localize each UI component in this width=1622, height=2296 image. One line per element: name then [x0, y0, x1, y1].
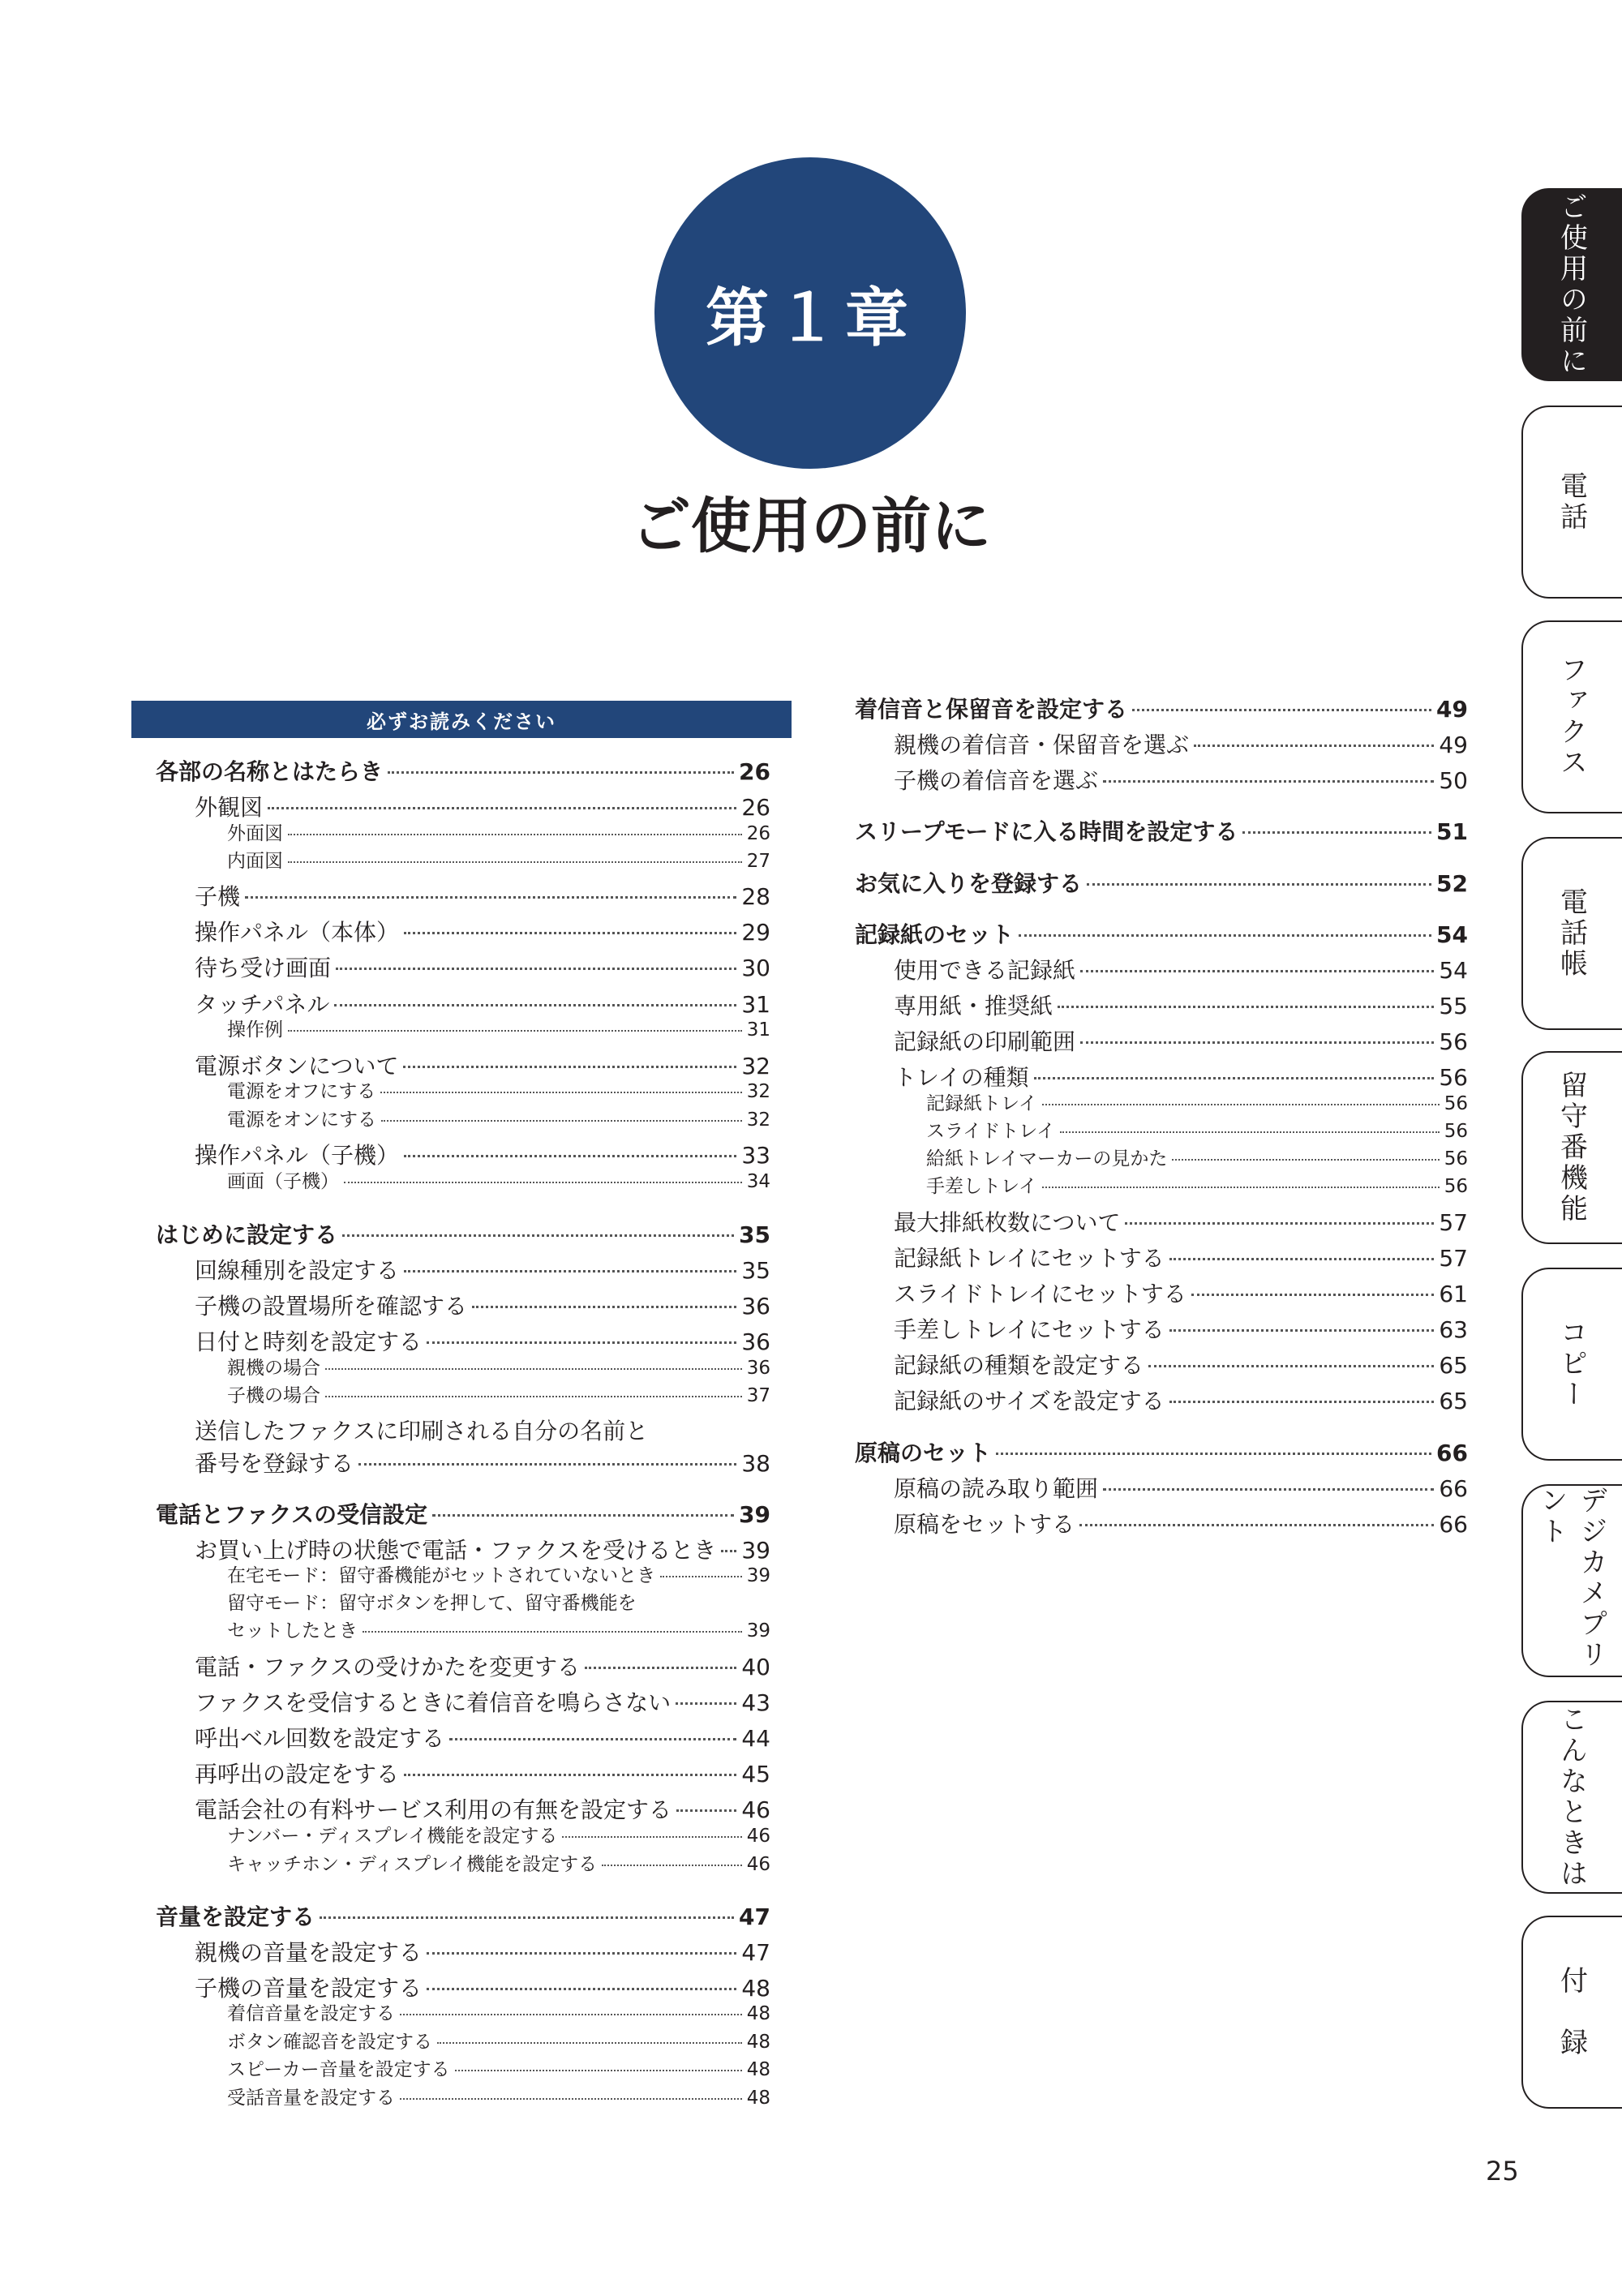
toc-entry-label: スピーカー音量を設定する: [227, 2059, 450, 2080]
toc-entry-label: 親機の着信音・保留音を選ぶ: [894, 732, 1190, 758]
dot-leader: [268, 807, 736, 809]
toc-entry-page: 47: [741, 1939, 770, 1966]
dot-leader: [1042, 1187, 1440, 1188]
toc-entry-label: 記録紙トレイ: [926, 1093, 1037, 1114]
toc-entry-label: 手差しトレイ: [926, 1176, 1037, 1197]
dot-leader: [388, 771, 734, 774]
toc-entry-label: 記録紙の種類を設定する: [894, 1352, 1144, 1379]
toc-entry: [227, 1560, 770, 1587]
toc-entry: [227, 1588, 770, 1615]
toc-entry: [227, 1353, 770, 1380]
toc-entry-page: 61: [1439, 1281, 1468, 1307]
toc-entry-page: 26: [739, 758, 770, 785]
toc-entry-label: 待ち受け画面: [195, 955, 332, 981]
toc-entry-page: 57: [1439, 1209, 1468, 1236]
toc-entry-page: 56: [1444, 1148, 1468, 1169]
toc-entry-label: ファクスを受信するときに着信音を鳴らさない: [195, 1689, 672, 1716]
toc-entry: [156, 1217, 770, 1250]
toc-entry-label: 親機の場合: [227, 1358, 320, 1379]
toc-entry-label: 原稿のセット: [855, 1440, 992, 1466]
toc-entry: [227, 1105, 770, 1131]
toc-entry-label: 画面（子機）: [227, 1171, 339, 1192]
toc-entry-page: 31: [746, 1019, 770, 1041]
toc-entry-label: スライドトレイ: [926, 1121, 1056, 1142]
toc-entry-label: 原稿の読み取り範囲: [894, 1475, 1099, 1502]
dot-leader: [325, 1368, 742, 1370]
toc-entry-page: 56: [1444, 1176, 1468, 1197]
dot-leader: [585, 1667, 736, 1669]
toc-entry-page: 35: [741, 1257, 770, 1284]
dot-leader: [432, 1514, 734, 1517]
toc-entry: [855, 692, 1468, 724]
dot-leader: [676, 1809, 736, 1812]
toc-entry: [894, 1471, 1468, 1504]
chapter-tab[interactable]: [1521, 1916, 1622, 2109]
dot-leader: [472, 1306, 736, 1308]
toc-entry: [227, 1015, 770, 1041]
toc-entry-label: 着信音と保留音を設定する: [855, 696, 1128, 723]
toc-entry-page: 45: [741, 1761, 770, 1787]
dot-leader: [404, 1774, 736, 1776]
dot-leader: [1169, 1329, 1435, 1332]
dot-leader: [996, 1453, 1431, 1455]
toc-entry-label: 親機の音量を設定する: [195, 1939, 423, 1966]
chapter-tab[interactable]: [1521, 1051, 1622, 1244]
toc-entry-label: 内面図: [227, 851, 283, 872]
toc-entry: [894, 1205, 1468, 1238]
dot-leader: [1034, 1077, 1435, 1079]
toc-entry-page: 36: [741, 1293, 770, 1320]
toc-entry: [855, 1436, 1468, 1468]
toc-entry: [227, 1849, 770, 1876]
toc-entry-label: 記録紙トレイにセットする: [894, 1245, 1165, 1272]
toc-entry-label: 原稿をセットする: [894, 1511, 1075, 1538]
dot-leader: [325, 1396, 742, 1397]
toc-entry: [227, 818, 770, 845]
chapter-tab[interactable]: [1521, 1268, 1622, 1461]
toc-entry: [227, 1616, 770, 1642]
dot-leader: [721, 1550, 736, 1552]
page-number: 25: [1486, 2156, 1519, 2187]
toc-entry: [227, 1166, 770, 1193]
toc-entry-page: 34: [746, 1171, 770, 1192]
dot-leader: [1087, 883, 1431, 886]
toc-entry-label: 外観図: [195, 794, 264, 821]
toc-entry-page: 66: [1436, 1440, 1468, 1466]
dot-leader: [1242, 831, 1431, 834]
toc-entry-label: 専用紙・推奨紙: [894, 993, 1053, 1019]
toc-entry: [195, 1446, 770, 1478]
toc-entry-page: 55: [1439, 993, 1468, 1019]
toc-entry-page: 39: [739, 1501, 770, 1528]
toc-entry-page: 56: [1439, 1064, 1468, 1091]
toc-entry-label: 操作パネル（本体）: [195, 919, 400, 946]
toc-entry: [894, 1060, 1468, 1092]
toc-entry-page: 32: [746, 1109, 770, 1131]
dot-leader: [404, 932, 736, 934]
dot-leader: [455, 2070, 742, 2071]
toc-entry-page: 48: [746, 2088, 770, 2109]
toc-entry: [855, 814, 1468, 847]
dot-leader: [1080, 1041, 1434, 1044]
toc-entry-page: 56: [1444, 1093, 1468, 1114]
dot-leader: [449, 1738, 736, 1740]
toc-entry-page: 48: [746, 2003, 770, 2024]
dot-leader: [1080, 970, 1434, 972]
toc-entry: [227, 2083, 770, 2109]
toc-entry: [195, 915, 770, 947]
chapter-tab-label: デジカメプリント: [1535, 1486, 1607, 1671]
dot-leader: [288, 861, 742, 863]
toc-entry: [894, 727, 1468, 760]
toc-entry: [227, 846, 770, 873]
toc-entry-label: 音量を設定する: [156, 1903, 315, 1930]
dot-leader: [404, 1155, 736, 1157]
toc-entry-label: 子機: [195, 883, 241, 910]
toc-entry-label: 日付と時刻を設定する: [195, 1328, 423, 1355]
dot-leader: [437, 2042, 742, 2044]
toc-entry-page: 54: [1436, 921, 1468, 948]
dot-leader: [1103, 1488, 1434, 1491]
toc-entry-page: 26: [746, 823, 770, 844]
toc-entry: [894, 1024, 1468, 1057]
toc-entry-label: 在宅モード：留守番機能がセットされていないとき: [227, 1565, 656, 1586]
toc-entry-label: セットしたとき: [227, 1620, 358, 1642]
dot-leader: [288, 1030, 742, 1032]
chapter-tab[interactable]: [1521, 188, 1622, 381]
dot-leader: [336, 968, 736, 970]
dot-leader: [1058, 1006, 1434, 1008]
toc-entry-label: 給紙トレイマーカーの見かた: [926, 1148, 1168, 1169]
toc-entry-page: 36: [741, 1328, 770, 1355]
chapter-tab[interactable]: [1521, 620, 1622, 813]
toc-entry-page: 50: [1439, 767, 1468, 794]
toc-entry-label: 子機の着信音を選ぶ: [894, 767, 1099, 794]
chapter-tab[interactable]: [1521, 1484, 1622, 1677]
toc-entry-label: 電話会社の有料サービス利用の有無を設定する: [195, 1796, 672, 1823]
toc-entry: [195, 951, 770, 983]
toc-entry-page: 29: [741, 919, 770, 946]
dot-leader: [427, 1952, 736, 1955]
dot-leader: [1125, 1222, 1434, 1225]
toc-entry: [156, 1497, 770, 1530]
toc-entry-label: 電話・ファクスの受けかたを変更する: [195, 1654, 581, 1680]
toc-entry-page: 32: [741, 1053, 770, 1079]
toc-entry-page: 47: [739, 1903, 770, 1930]
dot-leader: [1103, 780, 1434, 783]
dot-leader: [400, 2098, 742, 2100]
dot-leader: [562, 1836, 741, 1838]
toc-entry-page: 39: [746, 1620, 770, 1642]
dot-leader: [1191, 1294, 1434, 1296]
chapter-tab[interactable]: [1521, 837, 1622, 1030]
toc-entry-label: 着信音量を設定する: [227, 2003, 395, 2024]
toc-entry-page: 65: [1439, 1352, 1468, 1379]
toc-entry-page: 66: [1439, 1511, 1468, 1538]
toc-entry: [855, 866, 1468, 899]
chapter-tab-label: 付 録: [1555, 1966, 1588, 2058]
toc-entry: [227, 1380, 770, 1407]
toc-entry-page: 27: [746, 851, 770, 872]
toc-entry-label: お買い上げ時の状態で電話・ファクスを受けるとき: [195, 1537, 717, 1564]
dot-leader: [344, 1182, 742, 1183]
toc-entry-page: 57: [1439, 1245, 1468, 1272]
toc-entry: [894, 1507, 1468, 1539]
toc-entry: [195, 1721, 770, 1753]
toc-entry: [894, 989, 1468, 1021]
toc-entry: [195, 1138, 770, 1170]
toc-entry-label: はじめに設定する: [156, 1221, 338, 1248]
toc-entry-page: 48: [746, 2032, 770, 2053]
dot-leader: [1148, 1365, 1434, 1367]
toc-entry-label: 電話とファクスの受信設定: [156, 1501, 428, 1528]
toc-entry-label: 記録紙のセット: [855, 921, 1015, 948]
dot-leader: [1019, 934, 1431, 937]
toc-entry: [227, 1076, 770, 1103]
toc-entry: [894, 1241, 1468, 1273]
chapter-tab-label: こんなときは: [1555, 1705, 1588, 1890]
toc-entry-page: 33: [741, 1142, 770, 1169]
toc-entry-page: 63: [1439, 1316, 1468, 1343]
toc-entry-page: 43: [741, 1689, 770, 1716]
toc-entry-page: 51: [1436, 818, 1468, 845]
chapter-tab[interactable]: [1521, 406, 1622, 599]
chapter-tab-label: 電話: [1555, 471, 1588, 533]
dot-leader: [1042, 1104, 1440, 1105]
toc-entry-label: 記録紙の印刷範囲: [894, 1028, 1076, 1055]
toc-entry-page: 48: [741, 1975, 770, 2002]
dot-leader: [1194, 745, 1434, 747]
dot-leader: [1169, 1401, 1435, 1403]
toc-entry: [156, 1899, 770, 1932]
toc-entry-page: 32: [746, 1081, 770, 1102]
toc-entry-label: 再呼出の設定をする: [195, 1761, 400, 1787]
toc-entry-label: スライドトレイにセットする: [894, 1281, 1186, 1307]
toc-entry-page: 44: [741, 1725, 770, 1752]
toc-entry-label: お気に入りを登録する: [855, 870, 1083, 897]
toc-entry-page: 56: [1444, 1121, 1468, 1142]
toc-entry: [227, 1998, 770, 2025]
dot-leader: [342, 1234, 734, 1237]
toc-entry-label: 手差しトレイにセットする: [894, 1316, 1165, 1343]
dot-leader: [676, 1702, 736, 1705]
chapter-title: ご使用の前に: [631, 491, 991, 561]
dot-leader: [381, 1120, 742, 1122]
toc-entry: [195, 1253, 770, 1285]
dot-leader: [245, 896, 736, 899]
dot-leader: [427, 1988, 736, 1990]
toc-entry-label: 送信したファクスに印刷される自分の名前と: [195, 1418, 649, 1444]
toc-entry-page: 28: [741, 883, 770, 910]
dot-leader: [1132, 709, 1431, 711]
toc-entry-label: ナンバー・ディスプレイ機能を設定する: [227, 1826, 558, 1847]
toc-entry-page: 36: [746, 1358, 770, 1379]
toc-entry: [227, 2054, 770, 2081]
toc-entry-page: 46: [741, 1796, 770, 1823]
toc-entry-label: 回線種別を設定する: [195, 1257, 400, 1284]
toc-entry-label: 操作例: [227, 1019, 283, 1041]
dot-leader: [288, 834, 742, 835]
dot-leader: [1060, 1131, 1440, 1133]
toc-entry-page: 65: [1439, 1388, 1468, 1414]
chapter-tab-label: ファクス: [1555, 655, 1588, 779]
toc-entry: [894, 1312, 1468, 1345]
toc-entry-page: 49: [1439, 732, 1468, 758]
toc-entry-label: 子機の場合: [227, 1385, 320, 1406]
toc-entry-page: 46: [746, 1854, 770, 1875]
toc-entry: [926, 1171, 1468, 1198]
must-read-banner: 必ずお読みください: [131, 701, 792, 738]
toc-entry-label: 使用できる記録紙: [894, 957, 1076, 984]
chapter-tab[interactable]: [1521, 1701, 1622, 1894]
toc-entry: [227, 1821, 770, 1848]
toc-entry-page: 66: [1439, 1475, 1468, 1502]
toc-entry-label: 各部の名称とはたらき: [156, 758, 384, 785]
toc-entry: [894, 1348, 1468, 1380]
toc-entry-label: トレイの種類: [894, 1064, 1029, 1091]
toc-entry-page: 40: [741, 1654, 770, 1680]
toc-entry: [195, 1792, 770, 1825]
toc-entry-label: 電源をオンにする: [227, 1109, 376, 1131]
dot-leader: [358, 1463, 736, 1466]
chapter-badge: 第１章: [654, 157, 966, 469]
toc-entry-page: 49: [1436, 696, 1468, 723]
dot-leader: [602, 1865, 742, 1866]
dot-leader: [320, 1916, 734, 1919]
toc-entry-label: 操作パネル（子機）: [195, 1142, 400, 1169]
toc-entry-label: 受話音量を設定する: [227, 2088, 395, 2109]
toc-entry-page: 48: [746, 2059, 770, 2080]
toc-entry: [894, 763, 1468, 796]
toc-entry: [227, 2027, 770, 2054]
toc-entry: [195, 1414, 770, 1446]
toc-entry: [926, 1116, 1468, 1143]
toc-entry: [156, 754, 770, 787]
toc-entry: [195, 1289, 770, 1321]
toc-entry-page: 52: [1436, 870, 1468, 897]
toc-entry-label: スリープモードに入る時間を設定する: [855, 818, 1238, 845]
dot-leader: [427, 1341, 736, 1344]
toc-entry-label: タッチパネル: [195, 991, 330, 1018]
toc-entry-page: 31: [741, 991, 770, 1018]
toc-entry-page: 30: [741, 955, 770, 981]
toc-entry-label: 記録紙のサイズを設定する: [894, 1388, 1165, 1414]
toc-entry-label: 子機の設置場所を確認する: [195, 1293, 468, 1320]
toc-entry: [855, 917, 1468, 950]
dot-leader: [404, 1270, 736, 1272]
toc-entry: [195, 1685, 770, 1718]
chapter-tab-label: ご使用の前に: [1555, 192, 1588, 377]
dot-leader: [380, 1092, 741, 1093]
toc-entry-page: 56: [1439, 1028, 1468, 1055]
dot-leader: [403, 1066, 736, 1068]
toc-entry-page: 54: [1439, 957, 1468, 984]
toc-entry-label: ボタン確認音を設定する: [227, 2032, 432, 2053]
toc-entry-page: 46: [746, 1826, 770, 1847]
dot-leader: [400, 2014, 742, 2015]
dot-leader: [1079, 1524, 1434, 1526]
toc-entry-page: 39: [741, 1537, 770, 1564]
toc-entry: [195, 1324, 770, 1357]
toc-entry: [195, 879, 770, 912]
dot-leader: [1169, 1258, 1435, 1260]
toc-entry-label: 呼出ベル回数を設定する: [195, 1725, 445, 1752]
toc-entry-label: 番号を登録する: [195, 1450, 354, 1477]
toc-entry-label: 留守モード：留守ボタンを押して、留守番機能を: [227, 1593, 637, 1614]
chapter-tab-label: コピー: [1555, 1318, 1588, 1410]
toc-entry: [894, 1277, 1468, 1309]
toc-entry-label: 最大排紙枚数について: [894, 1209, 1121, 1236]
toc-entry: [926, 1144, 1468, 1170]
dot-leader: [363, 1631, 742, 1633]
toc-entry-page: 39: [746, 1565, 770, 1586]
toc-entry-page: 26: [741, 794, 770, 821]
chapter-tab-label: 留守番機能: [1555, 1071, 1588, 1225]
toc-entry-page: 35: [739, 1221, 770, 1248]
toc-entry: [894, 953, 1468, 985]
toc-entry: [926, 1088, 1468, 1115]
toc-entry: [195, 1650, 770, 1682]
toc-entry-label: 子機の音量を設定する: [195, 1975, 423, 2002]
chapter-tab-label: 電話帳: [1555, 887, 1588, 980]
toc-entry-page: 37: [746, 1385, 770, 1406]
toc-entry-page: 38: [741, 1450, 770, 1477]
toc-entry: [195, 790, 770, 822]
toc-entry-label: キャッチホン・ディスプレイ機能を設定する: [227, 1854, 598, 1875]
dot-leader: [660, 1576, 742, 1577]
toc-entry-label: 電源をオフにする: [227, 1081, 376, 1102]
toc-entry-label: 外面図: [227, 823, 283, 844]
dot-leader: [1172, 1159, 1439, 1161]
dot-leader: [334, 1004, 736, 1006]
toc-entry: [195, 1935, 770, 1968]
toc-entry: [894, 1384, 1468, 1416]
toc-entry-label: 電源ボタンについて: [195, 1053, 399, 1079]
toc-entry: [195, 1757, 770, 1789]
